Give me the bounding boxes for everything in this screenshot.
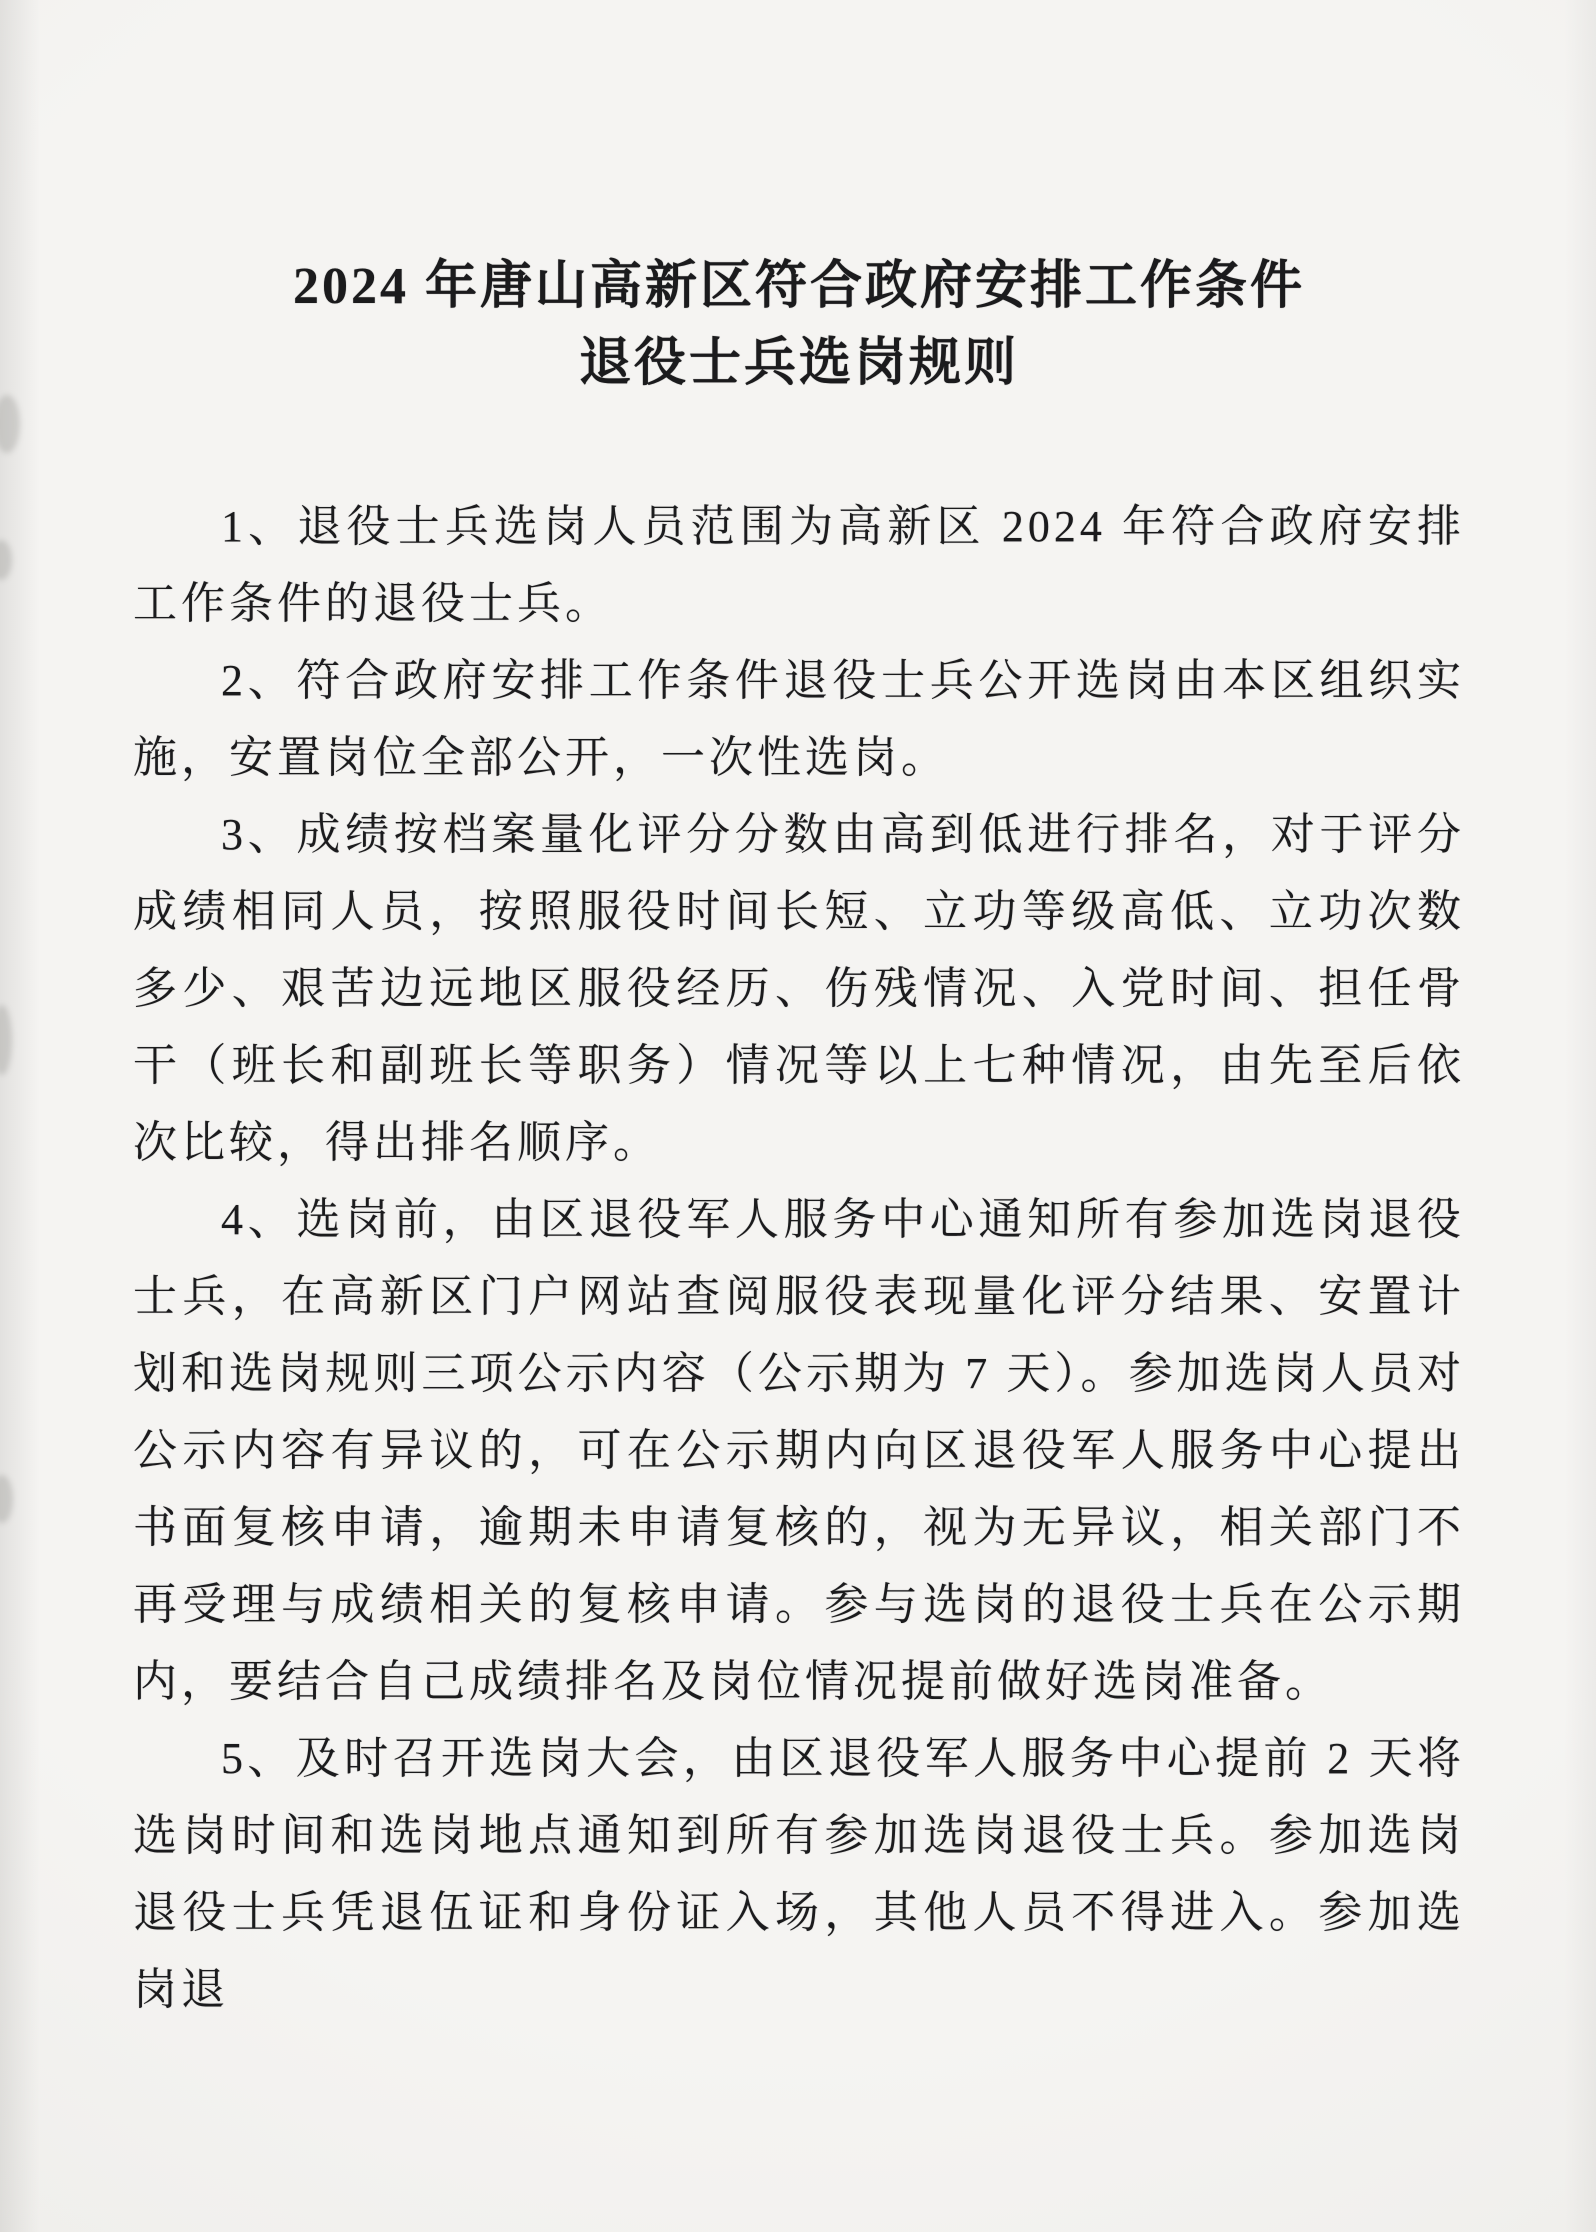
paragraph-1: 1、退役士兵选岗人员范围为高新区 2024 年符合政府安排工作条件的退役士兵。 (133, 502, 1465, 628)
document-body (133, 488, 1465, 2028)
document-content (133, 248, 1465, 2028)
paragraph-3: 3、成绩按档案量化评分分数由高到低进行排名，对于评分成绩相同人员，按照服役时间长短、立功等级高低、立功次数多少、艰苦边远地区服役经历、伤残情况、入党时间、担任骨干（班长和副班长等职务）情况等以上七种情况，由先至后依次比较，得出排名顺序。 (133, 810, 1465, 1167)
paragraph-5: 5、及时召开选岗大会，由区退役军人服务中心提前 2 天将选岗时间和选岗地点通知到所有参加选岗退役士兵。参加选岗退役士兵凭退伍证和身份证入场，其他人员不得进入。参加选岗退 (133, 1734, 1465, 2014)
scan-artifact (0, 395, 20, 453)
paragraph-2: 2、符合政府安排工作条件退役士兵公开选岗由本区组织实施，安置岗位全部公开，一次性选岗。 (133, 656, 1465, 782)
scan-artifact (0, 1475, 13, 1523)
paragraph-4: 4、选岗前，由区退役军人服务中心通知所有参加选岗退役士兵，在高新区门户网站查阅服役表现量化评分结果、安置计划和选岗规则三项公示内容（公示期为 7 天）。参加选岗人员对公示内容有异议的，可在公示期内向区退役军人服务中心提出书面复核申请，逾期未申请复核的，视为无异议，相关部门不再受理与成绩相关的复核申请。参与选岗的退役士兵在公示期内，要结合自己成绩排名及岗位情况提前做好选岗准备。 (133, 1195, 1465, 1706)
document-title-line-2: 退役士兵选岗规则 (578, 335, 1019, 392)
document-title (133, 248, 1465, 402)
document-title-line-1: 2024 年唐山高新区符合政府安排工作条件 (292, 258, 1305, 315)
scan-artifact (0, 540, 12, 580)
scan-artifact (0, 1005, 12, 1075)
